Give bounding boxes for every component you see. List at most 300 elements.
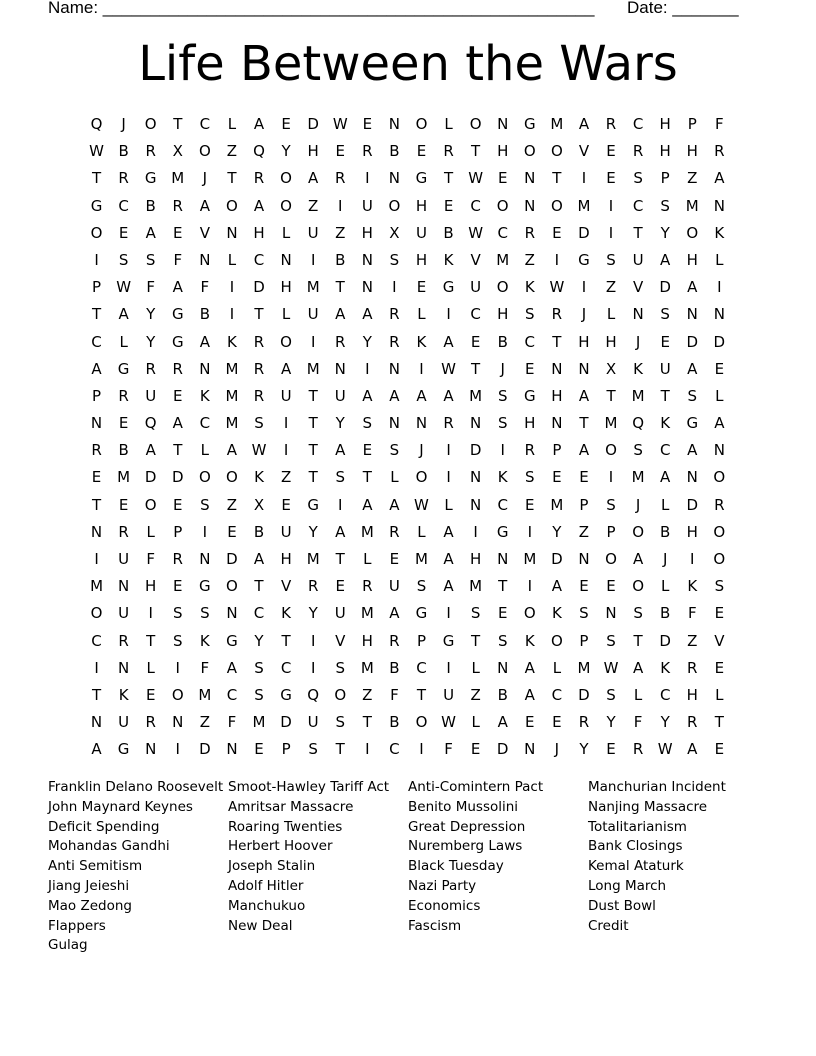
grid-letter: J: [121, 115, 126, 133]
grid-letter: M: [577, 658, 591, 677]
grid-letter: M: [631, 468, 645, 487]
grid-letter: K: [551, 604, 562, 623]
grid-letter: C: [470, 196, 481, 215]
grid-letter: E: [714, 740, 725, 759]
grid-letter: N: [551, 359, 563, 378]
grid-letter: N: [118, 658, 130, 677]
grid-row: [83, 437, 733, 464]
grid-letter: M: [550, 495, 564, 514]
grid-letter: G: [442, 278, 455, 297]
grid-letter: L: [444, 115, 453, 133]
grid-letter: Z: [362, 685, 373, 704]
grid-letter: O: [632, 522, 644, 541]
grid-letter: K: [199, 631, 210, 650]
grid-letter: I: [419, 359, 424, 378]
grid-letter: S: [416, 577, 427, 596]
grid-letter: O: [632, 577, 644, 596]
grid-letter: M: [360, 522, 374, 541]
grid-letter: N: [605, 604, 617, 623]
grid-letter: E: [552, 223, 562, 242]
grid-letter: N: [226, 604, 238, 623]
grid-letter: T: [308, 414, 318, 433]
grid-letter: S: [389, 250, 400, 269]
grid-letter: O: [415, 468, 428, 487]
grid-letter: S: [714, 577, 725, 596]
grid-letter: B: [389, 713, 400, 732]
grid-letter: D: [686, 332, 699, 351]
grid-letter: U: [361, 196, 373, 215]
grid-row: [83, 193, 733, 220]
grid-letter: O: [198, 142, 211, 161]
grid-letter: T: [552, 169, 562, 188]
grid-letter: A: [199, 332, 210, 351]
grid-letter: M: [225, 359, 239, 378]
page-title: Life Between the Wars: [138, 36, 678, 92]
grid-letter: J: [202, 169, 208, 188]
grid-letter: I: [310, 631, 316, 650]
word-list-item: New Deal: [228, 917, 293, 934]
name-field-label: Name: ____________________________________________________: [48, 0, 595, 17]
grid-letter: C: [91, 332, 102, 351]
grid-letter: Q: [90, 115, 103, 133]
grid-letter: R: [714, 142, 725, 161]
grid-letter: J: [500, 359, 505, 378]
grid-letter: G: [523, 115, 536, 133]
grid-letter: U: [118, 550, 130, 568]
grid-letter: C: [91, 631, 102, 650]
grid-letter: Z: [280, 468, 292, 487]
grid-letter: O: [523, 604, 536, 623]
word-list-item: Dust Bowl: [588, 897, 656, 914]
grid-letter: F: [227, 713, 237, 732]
grid-letter: A: [578, 115, 590, 133]
grid-letter: N: [524, 169, 536, 188]
grid-letter: A: [389, 386, 400, 405]
grid-letter: K: [443, 250, 454, 269]
grid-letter: T: [660, 386, 670, 405]
grid-letter: V: [335, 631, 346, 650]
grid-letter: H: [415, 196, 428, 215]
grid-letter: M: [306, 359, 320, 378]
grid-row: [83, 274, 733, 301]
grid-letter: H: [253, 223, 265, 242]
grid-letter: G: [415, 604, 428, 623]
grid-letter: N: [226, 223, 238, 242]
grid-letter: O: [550, 631, 563, 650]
grid-letter: E: [606, 142, 616, 161]
grid-row: [83, 600, 733, 627]
grid-letter: I: [229, 305, 235, 324]
grid-letter: O: [280, 196, 292, 215]
grid-letter: H: [578, 332, 590, 351]
grid-letter: M: [604, 414, 618, 433]
grid-letter: T: [335, 740, 345, 759]
grid-letter: H: [280, 278, 292, 297]
grid-letter: F: [687, 604, 697, 623]
grid-letter: O: [713, 522, 726, 541]
grid-letter: B: [118, 142, 129, 161]
grid-letter: A: [335, 441, 346, 460]
grid-letter: E: [173, 495, 183, 514]
grid-letter: H: [361, 223, 373, 242]
grid-letter: L: [119, 332, 128, 351]
grid-letter: W: [116, 278, 132, 297]
word-list-item: Nuremberg Laws: [408, 838, 523, 855]
word-column: [588, 778, 768, 956]
grid-letter: D: [713, 332, 726, 351]
grid-letter: S: [173, 631, 183, 650]
grid-letter: O: [523, 142, 536, 161]
grid-letter: M: [225, 414, 239, 433]
grid-letter: Y: [335, 414, 345, 433]
grid-row: [83, 464, 733, 491]
word-column: [408, 778, 588, 956]
grid-letter: K: [524, 278, 535, 297]
header: [48, 0, 748, 22]
grid-letter: U: [307, 223, 319, 242]
grid-letter: A: [145, 441, 156, 460]
grid-letter: S: [687, 386, 698, 405]
grid-letter: S: [606, 685, 616, 704]
grid-letter: R: [145, 713, 156, 732]
grid-letter: T: [173, 441, 183, 460]
grid-letter: P: [92, 386, 102, 405]
grid-letter: L: [281, 305, 291, 324]
word-list-item: Amritsar Massacre: [228, 798, 354, 815]
grid-letter: Z: [687, 631, 698, 650]
grid-letter: T: [443, 169, 454, 188]
grid-letter: L: [200, 441, 210, 460]
grid-letter: D: [659, 631, 671, 650]
grid-letter: C: [524, 332, 536, 351]
grid-letter: A: [172, 278, 183, 297]
grid-letter: A: [497, 713, 508, 732]
grid-letter: H: [686, 142, 698, 161]
grid-letter: F: [173, 250, 183, 269]
grid-letter: N: [334, 359, 346, 378]
grid-row: [83, 492, 733, 519]
grid-letter: S: [254, 414, 264, 433]
grid-letter: O: [90, 604, 103, 623]
grid-letter: B: [199, 305, 210, 324]
grid-letter: I: [310, 658, 316, 677]
grid-letter: F: [633, 713, 643, 732]
grid-letter: Z: [226, 142, 238, 161]
grid-letter: R: [118, 169, 129, 188]
grid-letter: I: [338, 495, 343, 514]
grid-letter: Y: [606, 713, 616, 732]
grid-letter: I: [473, 522, 478, 541]
grid-letter: L: [227, 115, 237, 133]
grid-letter: C: [470, 305, 481, 324]
grid-letter: R: [335, 169, 346, 188]
grid-letter: R: [687, 658, 698, 677]
grid-letter: S: [660, 305, 670, 324]
grid-letter: N: [551, 414, 563, 433]
grid-letter: P: [552, 441, 562, 460]
grid-letter: L: [715, 250, 724, 269]
grid-letter: D: [171, 468, 184, 487]
grid-letter: N: [415, 414, 428, 433]
grid-letter: H: [361, 631, 373, 650]
grid-row: [83, 220, 733, 247]
word-list-item: Black Tuesday: [408, 858, 504, 875]
grid-letter: T: [471, 142, 481, 161]
grid-letter: Y: [146, 332, 156, 351]
grid-letter: H: [605, 332, 617, 351]
grid-letter: J: [635, 332, 641, 351]
grid-letter: B: [145, 196, 156, 215]
grid-letter: A: [172, 414, 183, 433]
grid-letter: N: [686, 468, 698, 487]
grid-letter: O: [415, 115, 428, 133]
grid-letter: I: [419, 740, 424, 759]
grid-letter: E: [281, 115, 291, 133]
grid-letter: L: [633, 685, 643, 704]
grid-letter: X: [172, 142, 183, 161]
grid-letter: N: [199, 359, 211, 378]
grid-letter: E: [416, 142, 427, 161]
grid-letter: U: [388, 577, 400, 596]
grid-letter: E: [118, 414, 129, 433]
grid-letter: O: [90, 223, 103, 242]
grid-letter: I: [365, 169, 370, 188]
grid-letter: S: [606, 250, 616, 269]
grid-letter: O: [280, 169, 292, 188]
grid-letter: B: [660, 604, 671, 623]
grid-letter: S: [633, 169, 643, 188]
grid-letter: O: [144, 115, 157, 133]
grid-letter: W: [468, 223, 484, 242]
grid-letter: C: [416, 658, 427, 677]
grid-letter: R: [714, 495, 725, 514]
grid-letter: B: [497, 685, 508, 704]
grid-letter: I: [338, 196, 343, 215]
word-list-item: Economics: [408, 897, 481, 914]
grid-letter: O: [713, 468, 726, 487]
grid-letter: A: [362, 495, 373, 514]
grid-letter: P: [687, 115, 697, 133]
grid-letter: B: [253, 522, 265, 541]
grid-letter: V: [714, 631, 725, 650]
grid-letter: D: [551, 550, 563, 568]
grid-letter: E: [497, 169, 508, 188]
grid-letter: I: [446, 468, 451, 487]
letter-grid: [83, 111, 733, 764]
grid-letter: N: [172, 713, 184, 732]
grid-letter: T: [498, 577, 508, 596]
grid-letter: M: [117, 468, 131, 487]
grid-letter: P: [579, 495, 589, 514]
grid-letter: I: [175, 740, 180, 759]
grid-letter: E: [714, 359, 725, 378]
grid-letter: N: [713, 441, 725, 460]
grid-letter: E: [606, 169, 616, 188]
grid-letter: A: [443, 332, 454, 351]
grid-letter: M: [360, 604, 374, 623]
word-list-item: Great Depression: [408, 818, 526, 835]
grid-letter: D: [686, 495, 699, 514]
grid-letter: R: [91, 441, 102, 460]
word-list-item: Manchurian Incident: [588, 779, 726, 795]
grid-letter: E: [389, 550, 400, 568]
grid-letter: I: [446, 658, 451, 677]
grid-letter: Z: [470, 685, 481, 704]
grid-letter: K: [281, 604, 291, 623]
grid-letter: N: [361, 278, 373, 297]
grid-letter: S: [362, 414, 373, 433]
word-list-item: Anti Semitism: [48, 858, 143, 875]
grid-letter: E: [552, 713, 562, 732]
grid-letter: D: [469, 441, 482, 460]
grid-letter: I: [446, 441, 451, 460]
grid-letter: G: [171, 305, 184, 324]
grid-letter: E: [660, 332, 670, 351]
grid-letter: U: [118, 713, 130, 732]
grid-letter: D: [199, 740, 211, 759]
word-list-item: Nanjing Massacre: [588, 798, 708, 815]
grid-letter: Q: [307, 685, 320, 704]
grid-letter: C: [199, 414, 211, 433]
grid-letter: R: [632, 740, 644, 759]
grid-letter: I: [446, 305, 451, 324]
grid-letter: M: [469, 386, 483, 405]
grid-letter: J: [662, 550, 668, 568]
grid-letter: E: [525, 495, 535, 514]
grid-letter: K: [254, 468, 264, 487]
grid-letter: A: [632, 550, 644, 568]
grid-letter: D: [578, 223, 590, 242]
grid-letter: D: [253, 278, 265, 297]
grid-letter: C: [659, 441, 671, 460]
grid-letter: S: [308, 740, 318, 759]
grid-letter: I: [94, 550, 99, 568]
grid-letter: L: [606, 305, 616, 324]
grid-letter: H: [469, 550, 482, 568]
grid-letter: C: [659, 685, 671, 704]
word-list-item: Anti-Comintern Pact: [408, 779, 544, 795]
grid-letter: Y: [362, 332, 372, 351]
grid-letter: A: [145, 223, 156, 242]
grid-letter: I: [527, 522, 532, 541]
grid-letter: H: [280, 550, 292, 568]
grid-letter: U: [443, 685, 455, 704]
grid-letter: A: [578, 386, 590, 405]
grid-letter: I: [581, 278, 587, 297]
grid-row: [83, 519, 733, 546]
grid-letter: R: [253, 359, 265, 378]
grid-letter: U: [415, 223, 427, 242]
grid-letter: E: [118, 223, 129, 242]
grid-letter: H: [659, 115, 671, 133]
grid-letter: D: [578, 685, 590, 704]
grid-letter: M: [360, 658, 374, 677]
grid-letter: A: [660, 468, 671, 487]
word-list-item: Smoot-Hawley Tariff Act: [228, 779, 390, 795]
grid-letter: Q: [253, 142, 265, 161]
grid-letter: E: [470, 740, 481, 759]
grid-letter: A: [308, 169, 319, 188]
grid-letter: N: [713, 305, 725, 324]
grid-letter: E: [606, 740, 616, 759]
word-list-item: Herbert Hoover: [228, 838, 333, 855]
grid-letter: T: [227, 169, 237, 188]
grid-letter: N: [199, 250, 211, 269]
grid-letter: U: [659, 359, 671, 378]
grid-letter: I: [175, 658, 180, 677]
grid-letter: N: [524, 740, 536, 759]
grid-letter: S: [254, 658, 264, 677]
grid-letter: I: [717, 278, 722, 297]
grid-letter: U: [334, 604, 346, 623]
grid-letter: N: [90, 713, 103, 732]
grid-letter: I: [690, 550, 695, 568]
grid-letter: R: [578, 713, 590, 732]
grid-letter: K: [199, 386, 210, 405]
word-list-item: Manchukuo: [228, 897, 306, 914]
grid-letter: O: [226, 577, 238, 596]
grid-letter: Q: [144, 414, 157, 433]
grid-row: [83, 628, 733, 655]
grid-letter: K: [497, 468, 508, 487]
grid-letter: A: [443, 577, 454, 596]
grid-letter: B: [497, 332, 508, 351]
grid-letter: O: [415, 713, 428, 732]
grid-letter: A: [687, 278, 698, 297]
grid-letter: I: [94, 658, 99, 677]
grid-letter: S: [145, 250, 156, 269]
grid-letter: N: [497, 658, 509, 677]
grid-letter: Y: [146, 305, 156, 324]
word-list-item: Kemal Ataturk: [588, 858, 684, 875]
grid-letter: G: [415, 169, 428, 188]
grid-letter: E: [335, 142, 345, 161]
grid-letter: D: [226, 550, 238, 568]
grid-letter: U: [280, 386, 292, 405]
grid-letter: I: [581, 169, 587, 188]
grid-letter: H: [415, 250, 428, 269]
grid-letter: M: [198, 685, 212, 704]
grid-letter: T: [91, 305, 102, 324]
grid-letter: N: [388, 359, 401, 378]
grid-letter: A: [524, 658, 535, 677]
grid-letter: L: [444, 495, 453, 514]
grid-letter: S: [579, 604, 589, 623]
grid-letter: T: [471, 359, 481, 378]
grid-letter: B: [335, 250, 346, 269]
grid-letter: L: [281, 223, 291, 242]
word-list-item: Flappers: [48, 917, 106, 934]
grid-letter: A: [687, 359, 698, 378]
grid-letter: S: [200, 495, 210, 514]
grid-letter: R: [307, 577, 319, 596]
grid-letter: T: [254, 577, 264, 596]
grid-letter: K: [524, 631, 535, 650]
grid-letter: X: [253, 495, 265, 514]
word-list-item: Franklin Delano Roosevelt: [48, 779, 224, 795]
grid-letter: F: [390, 685, 399, 704]
grid-letter: E: [470, 332, 481, 351]
grid-letter: N: [280, 250, 292, 269]
grid-letter: A: [253, 115, 265, 133]
grid-letter: A: [253, 196, 265, 215]
grid-row: [83, 111, 733, 138]
grid-letter: S: [606, 631, 616, 650]
grid-letter: A: [443, 522, 454, 541]
grid-letter: S: [470, 604, 481, 623]
grid-letter: Y: [552, 522, 562, 541]
grid-letter: Y: [308, 522, 318, 541]
